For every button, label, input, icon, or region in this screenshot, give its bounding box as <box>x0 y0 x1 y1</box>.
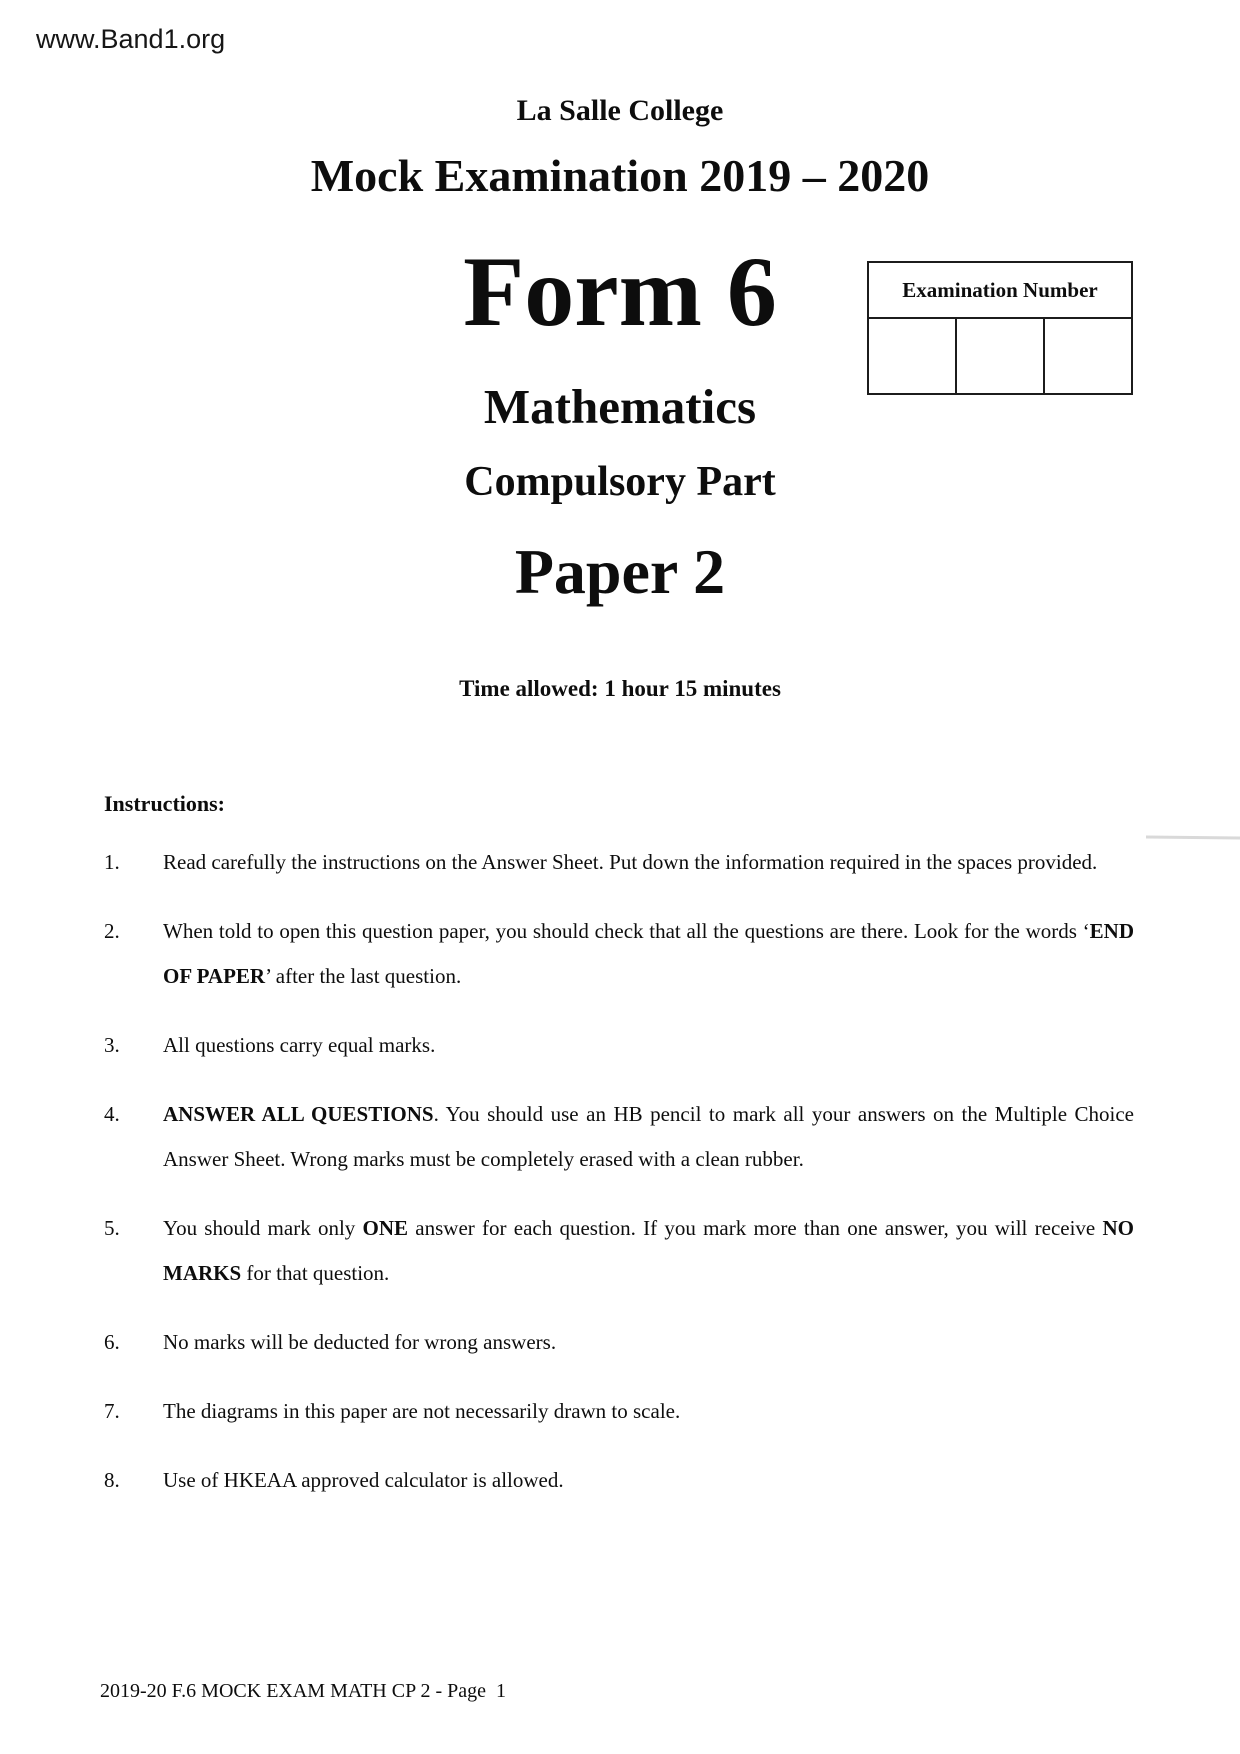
page-footer: 2019-20 F.6 MOCK EXAM MATH CP 2 - Page 1 <box>100 1680 507 1702</box>
instruction-text: Use of HKEAA approved calculator is allowed. <box>163 1468 564 1492</box>
instruction-number: 1. <box>104 850 120 874</box>
exam-title: Mock Examination 2019 – 2020 <box>310 150 930 201</box>
instruction-text: ANSWER ALL QUESTIONS. You should use an HB pencil to mark all your answers on the Multiple Choice Answer Sheet. Wrong marks must be completely erased with a clean rubber. <box>163 1102 1134 1171</box>
time-allowed: Time allowed: 1 hour 15 minutes <box>459 676 781 701</box>
subject-title: Mathematics <box>483 379 757 434</box>
examination-number-cell <box>1043 319 1131 393</box>
instruction-text: No marks will be deducted for wrong answers. <box>163 1330 557 1354</box>
instruction-item <box>104 1023 1134 1068</box>
examination-number-box <box>867 261 1133 395</box>
instruction-number: 5. <box>104 1216 120 1240</box>
instructions-heading: Instructions: <box>104 791 226 816</box>
instruction-text: All questions carry equal marks. <box>163 1033 436 1057</box>
instruction-number: 2. <box>104 919 120 943</box>
instruction-item <box>104 840 1134 885</box>
form-level: Form 6 <box>463 236 777 347</box>
paper-part: Compulsory Part <box>464 459 776 505</box>
watermark-url: www.Band1.org <box>36 24 226 54</box>
scan-artifact <box>1146 836 1240 840</box>
instruction-number: 8. <box>104 1468 120 1492</box>
instruction-item <box>104 1092 1134 1182</box>
instruction-text: Read carefully the instructions on the Answer Sheet. Put down the information required in the spaces provided. <box>163 850 1098 874</box>
instruction-item <box>104 1458 1134 1503</box>
examination-number-cell <box>869 319 955 393</box>
instruction-number: 3. <box>104 1033 120 1057</box>
instruction-item <box>104 909 1134 999</box>
instruction-number: 4. <box>104 1102 120 1126</box>
school-name: La Salle College <box>516 94 724 127</box>
instructions-list <box>104 840 1134 1527</box>
instruction-text: When told to open this question paper, you should check that all the questions are there. Look for the words ‘END OF PAPER’ after the last question. <box>163 919 1134 988</box>
examination-number-cells <box>869 319 1131 393</box>
instruction-item <box>104 1389 1134 1434</box>
instruction-item <box>104 1320 1134 1365</box>
examination-number-cell <box>955 319 1043 393</box>
instruction-item <box>104 1206 1134 1296</box>
instruction-text: The diagrams in this paper are not necessarily drawn to scale. <box>163 1399 681 1423</box>
instruction-number: 6. <box>104 1330 120 1354</box>
instruction-number: 7. <box>104 1399 120 1423</box>
paper-number: Paper 2 <box>514 536 726 607</box>
examination-number-label: Examination Number <box>869 263 1131 319</box>
instruction-text: You should mark only ONE answer for each question. If you mark more than one answer, you will receive NO MARKS for that question. <box>163 1216 1134 1285</box>
